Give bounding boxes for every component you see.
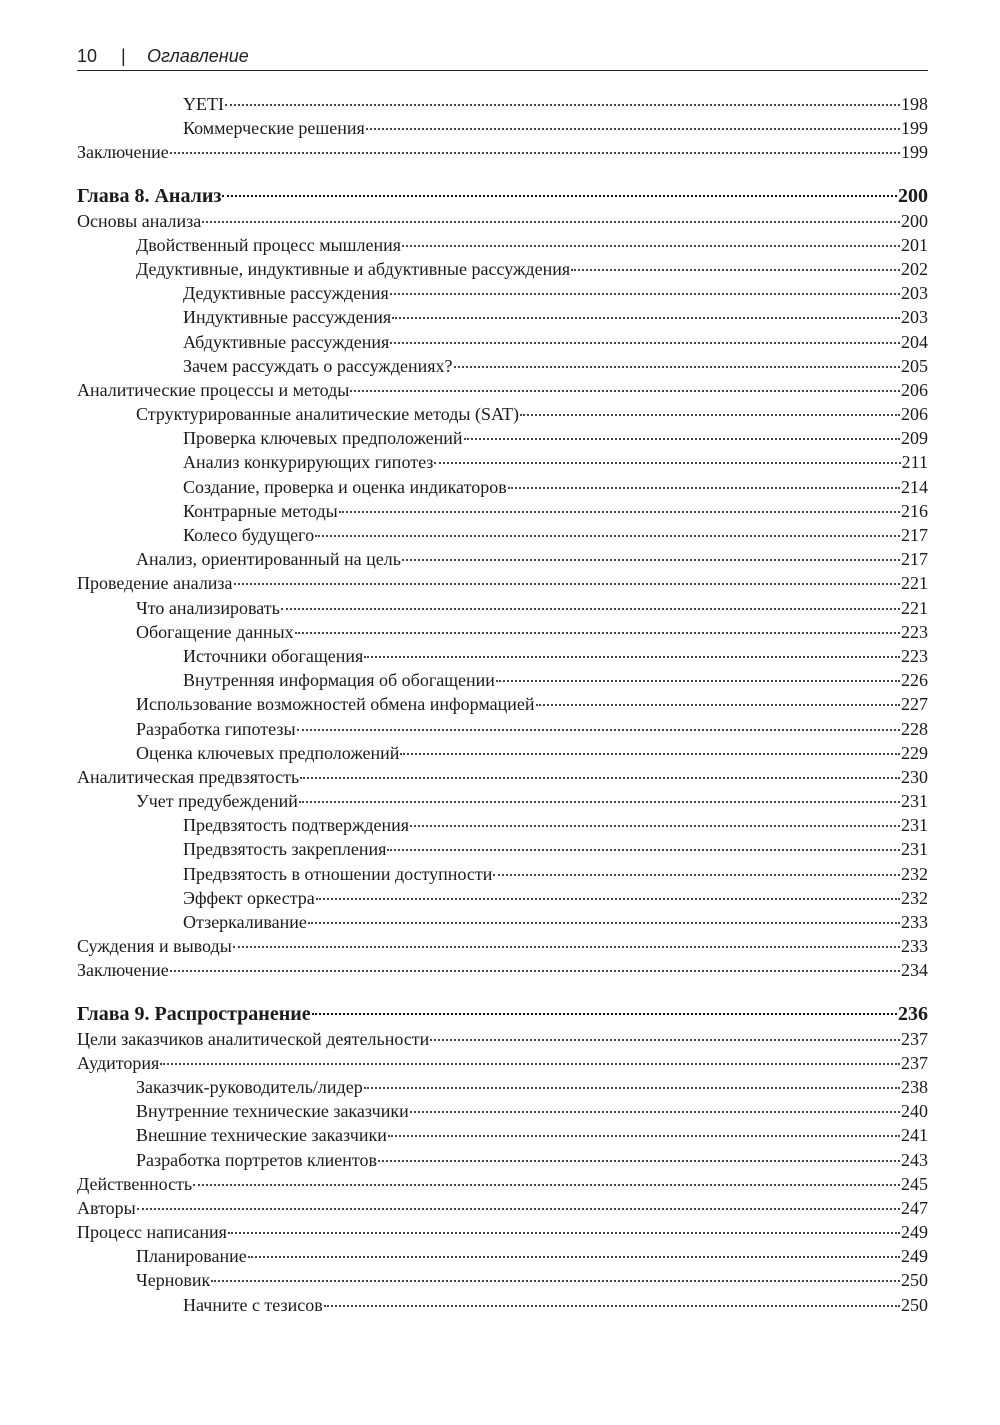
- toc-entry-page: 203: [901, 307, 928, 328]
- dot-leader: [160, 1063, 900, 1065]
- dot-leader: [390, 342, 900, 344]
- toc-entry-title: Источники обогащения: [183, 645, 364, 666]
- toc-entry-title: Разработка портретов клиентов: [136, 1149, 378, 1170]
- toc-entry[interactable]: [77, 1293, 928, 1317]
- toc-entry-title: Дедуктивные, индуктивные и абдуктивные рассуждения: [136, 258, 571, 279]
- toc-entry-title: Начните с тезисов: [183, 1294, 323, 1315]
- table-of-contents: [77, 92, 928, 1317]
- toc-entry[interactable]: [77, 862, 928, 886]
- page-header: [77, 44, 928, 71]
- dot-leader: [300, 777, 900, 779]
- dot-leader: [388, 1135, 900, 1137]
- toc-entry[interactable]: [77, 1148, 928, 1172]
- toc-entry-page: 200: [898, 184, 928, 207]
- toc-entry-title: Основы анализа: [77, 210, 202, 231]
- toc-entry-page: 200: [901, 210, 928, 231]
- toc-entry[interactable]: [77, 1075, 928, 1099]
- toc-entry[interactable]: [77, 1244, 928, 1268]
- toc-entry-title: Коммерческие решения: [183, 118, 365, 139]
- toc-entry[interactable]: [77, 741, 928, 765]
- toc-entry-title: Эффект оркестра: [183, 887, 315, 908]
- toc-chapter-entry[interactable]: [77, 183, 928, 209]
- toc-entry-page: 233: [901, 936, 928, 957]
- toc-entry-title: Двойственный процесс мышления: [136, 234, 402, 255]
- toc-entry-page: 231: [901, 839, 928, 860]
- toc-entry-title: Зачем рассуждать о рассуждениях?: [183, 355, 453, 376]
- dot-leader: [350, 390, 900, 392]
- toc-entry-title: Предвзятость подтверждения: [183, 815, 410, 836]
- dot-leader: [202, 221, 900, 223]
- dot-leader: [225, 104, 900, 106]
- toc-entry-title: Глава 9. Распространение: [77, 1002, 311, 1025]
- dot-leader: [299, 801, 900, 803]
- dot-leader: [571, 269, 900, 271]
- dot-leader: [315, 535, 900, 537]
- toc-entry[interactable]: [77, 305, 928, 329]
- dot-leader: [496, 680, 900, 682]
- toc-entry-title: Внешние технические заказчики: [136, 1125, 387, 1146]
- toc-entry-page: 232: [901, 863, 928, 884]
- toc-entry-page: 243: [901, 1149, 928, 1170]
- toc-entry[interactable]: [77, 209, 928, 233]
- toc-entry[interactable]: [77, 1123, 928, 1147]
- toc-chapter-entry[interactable]: [77, 1001, 928, 1027]
- toc-entry[interactable]: [77, 596, 928, 620]
- toc-entry[interactable]: [77, 547, 928, 571]
- toc-entry[interactable]: [77, 233, 928, 257]
- dot-leader: [316, 898, 900, 900]
- toc-entry[interactable]: [77, 813, 928, 837]
- toc-entry-page: 205: [901, 355, 928, 376]
- dot-leader: [339, 511, 900, 513]
- toc-entry-title: Аудитория: [77, 1052, 160, 1073]
- running-title: Оглавление: [147, 46, 249, 66]
- toc-entry[interactable]: [77, 910, 928, 934]
- toc-entry-page: 247: [901, 1197, 928, 1218]
- toc-entry-page: 199: [901, 118, 928, 139]
- toc-entry-page: 231: [901, 815, 928, 836]
- dot-leader: [193, 1184, 900, 1186]
- toc-entry-page: 236: [898, 1002, 928, 1025]
- toc-entry-title: Процесс написания: [77, 1222, 227, 1243]
- toc-entry[interactable]: [77, 426, 928, 450]
- toc-entry-page: 211: [901, 452, 928, 473]
- toc-entry-page: 221: [901, 573, 928, 594]
- toc-entry[interactable]: [77, 692, 928, 716]
- toc-entry-page: 233: [901, 912, 928, 932]
- dot-leader: [454, 366, 900, 368]
- toc-entry[interactable]: [77, 1268, 928, 1292]
- toc-entry-title: Черновик: [136, 1270, 211, 1291]
- dot-leader: [464, 438, 900, 440]
- dot-leader: [281, 608, 900, 610]
- toc-entry-title: Отзеркаливание: [183, 912, 307, 932]
- toc-entry-title: Что анализировать: [136, 597, 280, 618]
- dot-leader: [400, 753, 900, 755]
- toc-entry-page: 216: [901, 500, 928, 521]
- dot-leader: [430, 1039, 900, 1041]
- toc-entry-title: Аналитическая предвзятость: [77, 766, 300, 787]
- dot-leader: [364, 656, 900, 658]
- toc-entry-page: 249: [901, 1222, 928, 1243]
- toc-entry-title: Заключение: [77, 960, 169, 981]
- toc-entry-page: 230: [901, 766, 928, 787]
- toc-entry-page: 237: [901, 1052, 928, 1073]
- toc-entry-page: 234: [901, 960, 928, 981]
- toc-entry-page: 217: [901, 525, 928, 545]
- toc-entry[interactable]: [77, 958, 928, 982]
- toc-entry[interactable]: [77, 837, 928, 861]
- dot-leader: [493, 874, 900, 876]
- toc-entry-page: 229: [901, 742, 928, 763]
- toc-entry-title: Использование возможностей обмена информацией: [136, 694, 535, 715]
- toc-entry-title: Абдуктивные рассуждения: [183, 331, 390, 352]
- dot-leader: [536, 704, 900, 706]
- toc-entry[interactable]: [77, 571, 928, 595]
- toc-entry[interactable]: [77, 116, 928, 140]
- toc-entry[interactable]: [77, 499, 928, 523]
- toc-entry-page: 238: [901, 1076, 928, 1097]
- toc-entry[interactable]: [77, 475, 928, 499]
- toc-entry-page: 202: [901, 258, 928, 279]
- toc-entry[interactable]: [77, 402, 928, 426]
- dot-leader: [137, 1208, 900, 1210]
- toc-entry-title: Контрарные методы: [183, 500, 338, 521]
- toc-entry-page: 250: [901, 1270, 928, 1291]
- toc-entry[interactable]: [77, 281, 928, 305]
- dot-leader: [508, 487, 900, 489]
- toc-entry[interactable]: [77, 668, 928, 692]
- toc-entry[interactable]: [77, 1027, 928, 1051]
- toc-entry-title: Аналитические процессы и методы: [77, 379, 350, 400]
- toc-entry-page: 206: [901, 404, 928, 425]
- toc-entry-page: 241: [901, 1125, 928, 1146]
- toc-entry-page: 203: [901, 283, 928, 304]
- toc-entry-title: Проверка ключевых предположений: [183, 428, 463, 449]
- toc-entry-title: Учет предубеждений: [136, 791, 298, 812]
- toc-entry[interactable]: [77, 92, 928, 116]
- toc-entry-page: 198: [901, 94, 928, 114]
- toc-entry-page: 209: [901, 428, 928, 449]
- toc-entry-page: 245: [901, 1173, 928, 1194]
- toc-entry-title: Оценка ключевых предположений: [136, 742, 400, 763]
- dot-leader: [378, 1160, 900, 1162]
- dot-leader: [366, 128, 900, 130]
- dot-leader: [390, 293, 900, 295]
- toc-entry-page: 231: [901, 791, 928, 812]
- toc-entry-page: 217: [901, 549, 928, 570]
- toc-entry[interactable]: [77, 644, 928, 668]
- page-number: 10: [77, 46, 98, 66]
- toc-entry-page: 221: [901, 597, 928, 618]
- dot-leader: [170, 152, 900, 154]
- toc-entry-title: Действенность: [77, 1173, 193, 1194]
- toc-entry-title: Колесо будущего: [183, 525, 315, 545]
- toc-entry[interactable]: [77, 886, 928, 910]
- toc-entry-page: 201: [901, 234, 928, 255]
- toc-entry-title: Предвзятость в отношении доступности: [183, 863, 493, 884]
- toc-entry-page: 250: [901, 1294, 928, 1315]
- toc-entry-page: 227: [901, 694, 928, 715]
- toc-entry[interactable]: [77, 378, 928, 402]
- toc-entry-page: 223: [901, 621, 928, 642]
- toc-entry-title: Внутренняя информация об обогащении: [183, 670, 495, 691]
- dot-leader: [312, 1013, 897, 1015]
- dot-leader: [402, 559, 900, 561]
- dot-leader: [387, 849, 900, 851]
- dot-leader: [392, 317, 900, 319]
- dot-leader: [234, 583, 900, 585]
- toc-entry-title: Планирование: [136, 1246, 247, 1267]
- dot-leader: [308, 922, 900, 924]
- toc-entry[interactable]: [77, 717, 928, 741]
- toc-entry-title: Предвзятость закрепления: [183, 839, 387, 860]
- toc-entry-page: 226: [901, 670, 928, 691]
- dot-leader: [222, 195, 897, 197]
- dot-leader: [434, 462, 900, 464]
- toc-entry-title: Дедуктивные рассуждения: [183, 283, 389, 304]
- dot-leader: [170, 970, 900, 972]
- toc-entry[interactable]: [77, 789, 928, 813]
- toc-entry[interactable]: [77, 934, 928, 958]
- dot-leader: [410, 825, 900, 827]
- toc-entry-title: Проведение анализа: [77, 573, 233, 594]
- dot-leader: [364, 1087, 900, 1089]
- toc-entry-title: YETI: [183, 94, 224, 114]
- toc-entry-title: Заказчик-руководитель/лидер: [136, 1076, 363, 1097]
- toc-entry-page: 204: [901, 331, 928, 352]
- dot-leader: [233, 946, 900, 948]
- toc-entry-page: 223: [901, 645, 928, 666]
- toc-entry-title: Заключение: [77, 142, 169, 163]
- toc-entry-page: 214: [901, 476, 928, 497]
- toc-entry[interactable]: [77, 523, 928, 547]
- toc-entry[interactable]: [77, 354, 928, 378]
- toc-entry-title: Цели заказчиков аналитической деятельности: [77, 1028, 430, 1049]
- toc-entry-page: 237: [901, 1028, 928, 1049]
- toc-entry[interactable]: [77, 1172, 928, 1196]
- toc-entry[interactable]: [77, 765, 928, 789]
- toc-entry[interactable]: [77, 330, 928, 354]
- toc-entry-title: Внутренние технические заказчики: [136, 1101, 409, 1122]
- toc-entry[interactable]: [77, 1099, 928, 1123]
- dot-leader: [248, 1256, 900, 1258]
- toc-entry-title: Глава 8. Анализ: [77, 184, 222, 207]
- dot-leader: [402, 245, 900, 247]
- toc-entry[interactable]: [77, 620, 928, 644]
- toc-entry[interactable]: [77, 140, 928, 164]
- toc-entry-title: Суждения и выводы: [77, 936, 232, 957]
- toc-entry-page: 228: [901, 718, 928, 739]
- header-separator: |: [121, 46, 126, 66]
- toc-entry-title: Создание, проверка и оценка индикаторов: [183, 476, 507, 497]
- toc-entry-title: Структурированные аналитические методы (SAT): [136, 404, 519, 425]
- toc-entry-title: Авторы: [77, 1197, 136, 1218]
- toc-entry[interactable]: [77, 1051, 928, 1075]
- toc-entry-title: Индуктивные рассуждения: [183, 307, 392, 328]
- dot-leader: [211, 1280, 900, 1282]
- dot-leader: [297, 729, 900, 731]
- toc-entry-title: Анализ, ориентированный на цель: [136, 549, 401, 570]
- dot-leader: [295, 632, 900, 634]
- toc-entry-page: 199: [901, 142, 928, 163]
- toc-entry-page: 232: [901, 887, 928, 908]
- toc-entry-page: 240: [901, 1101, 928, 1122]
- toc-entry[interactable]: [77, 450, 928, 474]
- toc-entry-title: Анализ конкурирующих гипотез: [183, 452, 434, 473]
- dot-leader: [520, 414, 900, 416]
- dot-leader: [410, 1111, 900, 1113]
- toc-entry-title: Обогащение данных: [136, 621, 294, 642]
- toc-entry[interactable]: [77, 257, 928, 281]
- dot-leader: [228, 1232, 900, 1234]
- toc-entry[interactable]: [77, 1196, 928, 1220]
- dot-leader: [324, 1305, 900, 1307]
- toc-entry[interactable]: [77, 1220, 928, 1244]
- toc-entry-title: Разработка гипотезы: [136, 718, 296, 739]
- toc-entry-page: 249: [901, 1246, 928, 1267]
- toc-entry-page: 206: [901, 379, 928, 400]
